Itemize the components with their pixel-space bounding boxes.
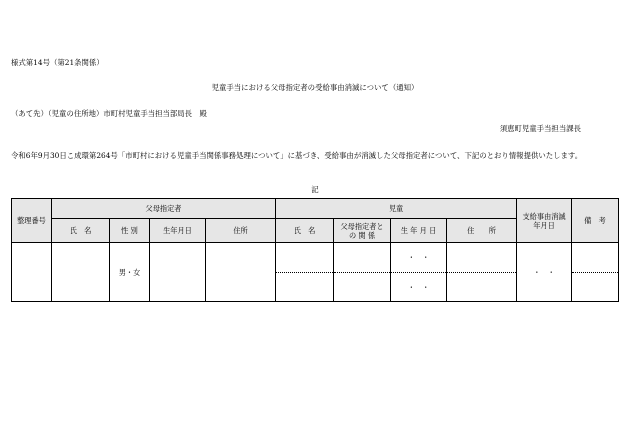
document-title: 児童手当における父母指定者の受給事由消滅について（通知） [211,83,419,92]
header-child-name: 氏 名 [276,219,334,243]
cell-child-name-2 [276,273,334,302]
form-number: 様式第14号（第21条関係） [11,58,104,67]
ki-heading: 記 [311,185,319,194]
cell-child-address-2 [447,273,517,302]
cell-parent-name [52,243,110,302]
cell-shikyu-date: ・ ・ [517,243,572,302]
body-text: 令和6年9月30日こ成環第264号「市町村における児童手当関係事務処理について」に基づき、受給事由が消滅した父母指定者について、下記のとおり情報提供いたします。 [11,151,583,160]
cell-biko-2 [572,273,619,302]
cell-child-relation-1 [334,243,391,273]
cell-child-relation-2 [334,273,391,302]
cell-child-birth-2: ・ ・ [391,273,447,302]
header-shikyu-line1: 支給事由消滅 [522,211,566,221]
header-seiri-bango: 整理番号 [12,199,52,243]
header-relation-line1: 父母指定者と [340,221,384,231]
cell-child-birth-1: ・ ・ [391,243,447,273]
header-parent-address: 住所 [206,219,276,243]
header-relation-line2: の 関 係 [348,230,376,240]
header-child-birth: 生 年 月 日 [391,219,447,243]
sender: 須恵町児童手当担当課長 [499,124,581,133]
header-parent-sex: 性 別 [110,219,150,243]
cell-biko-1 [572,243,619,273]
header-parent-name: 氏 名 [52,219,110,243]
header-child-group: 児童 [276,199,517,219]
header-shikyu-jiyu [517,199,572,243]
cell-parent-sex: 男・女 [110,243,150,302]
header-shikyu-line2: 年月日 [533,220,555,230]
cell-seiri-bango [12,243,52,302]
header-child-relation [334,219,391,243]
addressee: （あて先）（児童の住所地）市町村児童手当担当部局長 殿 [11,109,207,118]
cell-child-name-1 [276,243,334,273]
header-biko: 備 考 [572,199,619,243]
cell-parent-birth [150,243,206,302]
cell-child-address-1 [447,243,517,273]
header-child-address: 住 所 [447,219,517,243]
header-parent-group: 父母指定者 [52,199,276,219]
notification-table [11,198,619,302]
header-parent-birth: 生年月日 [150,219,206,243]
cell-parent-address [206,243,276,302]
